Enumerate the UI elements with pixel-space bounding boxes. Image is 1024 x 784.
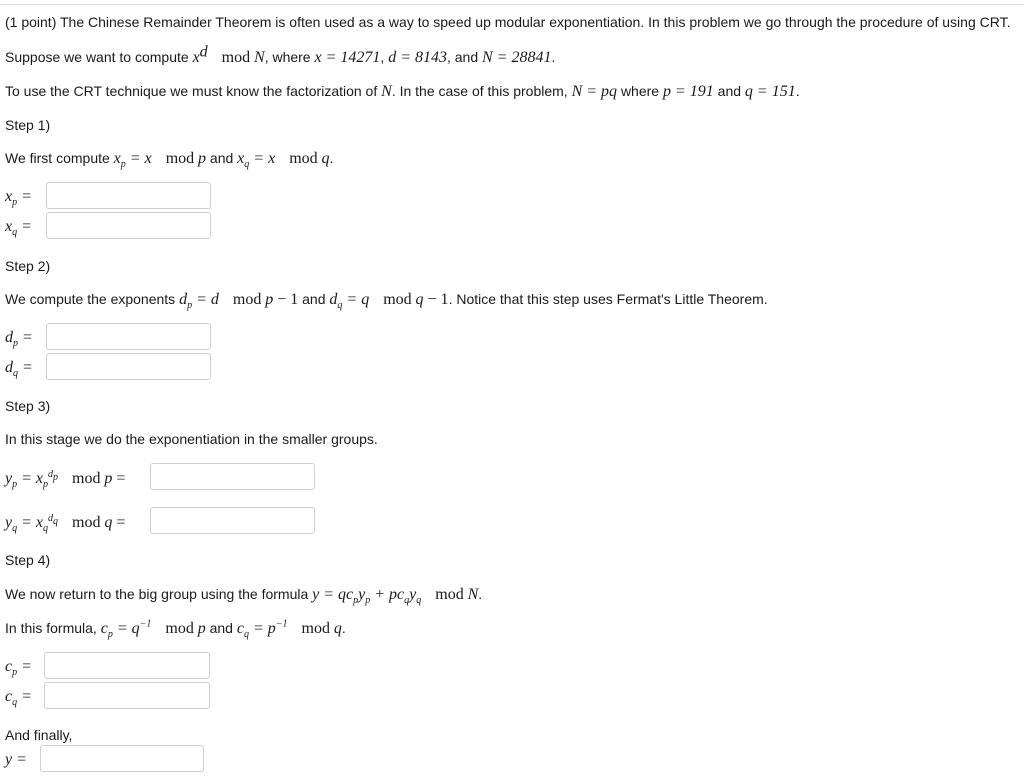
xq-input[interactable] <box>46 212 211 239</box>
q-value: q = 151 <box>744 83 796 100</box>
cp-input[interactable] <box>44 652 210 679</box>
y-label: y = <box>5 751 27 768</box>
factor-prefix: To use the CRT technique we must know the factorization of <box>5 83 378 99</box>
step4-text: We now return to the big group using the formula $y = qc_py_p + pc_qy_q$ mod N. <box>5 586 483 607</box>
expr-N: N <box>254 49 265 66</box>
factor-N: N <box>381 83 392 100</box>
final-text: And finally, <box>5 727 73 743</box>
yp-label: $y_p = x_p^{d_p}$ mod p = <box>5 468 126 491</box>
y-input[interactable] <box>40 745 204 772</box>
N-value: N = 28841 <box>482 49 552 66</box>
problem-statement: Suppose we want to compute $x^d$ mod N, where x = 14271, d = 8143, and N = 28841. <box>5 43 556 66</box>
x-value: x = 14271 <box>314 49 381 66</box>
intro-line <box>5 13 1010 31</box>
yq-label: $y_q = x_q^{d_q}$ mod q = <box>5 512 126 535</box>
cq-input[interactable] <box>44 682 210 709</box>
step4-and: and <box>209 620 233 636</box>
N-eq-pq: N = pq <box>571 83 618 100</box>
step4-text2: In this formula, $c_p = q^{-1}$ mod p and $c_q = p^{-1}$ mod q. <box>5 618 346 641</box>
step1-and: and <box>209 150 234 166</box>
step2-suffix: . Notice that this step uses Fermat's Little Theorem. <box>448 291 768 307</box>
points-label: (1 point) <box>5 14 57 30</box>
factorization-line <box>5 82 800 101</box>
dp-input[interactable] <box>46 323 211 350</box>
d-value: d = 8143 <box>388 49 447 66</box>
intro-text: The Chinese Remainder Theorem is often used as a way to speed up modular exponentiation. In this problem we go through the procedure of using CRT. <box>60 14 1011 30</box>
cp-label: $c_p$ = <box>5 658 32 679</box>
step2-and: and <box>302 291 326 307</box>
problem-prefix: Suppose we want to compute <box>5 49 189 65</box>
step4-prefix: We now return to the big group using the formula <box>5 586 309 602</box>
problem-and: , and <box>446 49 479 65</box>
yp-input[interactable] <box>150 463 315 490</box>
factor-mid: . In the case of this problem, <box>391 83 568 99</box>
xq-label: $x_q$ = <box>5 218 32 239</box>
p-value: p = 191 <box>662 83 714 100</box>
yq-input[interactable] <box>150 507 315 534</box>
step2-title: Step 2) <box>5 258 51 274</box>
step1-title: Step 1) <box>5 117 51 133</box>
factor-where: where <box>620 83 660 99</box>
step2-prefix: We compute the exponents <box>5 291 176 307</box>
dp-label: $d_p$ = <box>5 329 33 350</box>
factor-and: and <box>717 83 742 99</box>
xp-input[interactable] <box>46 182 211 209</box>
step4-text2-prefix: In this formula, <box>5 620 97 636</box>
step2-text: We compute the exponents $d_p = d$ mod p − 1 and $d_q = q$ mod q − 1. Notice that this step uses Fermat's Little Theorem. <box>5 291 768 312</box>
problem-end: . <box>551 49 556 65</box>
dq-input[interactable] <box>46 353 211 380</box>
expr-d: d <box>199 43 208 61</box>
step1-text: We first compute $x_p = x$ mod p and $x_q = x$ mod q. <box>5 150 334 171</box>
step4-title: Step 4) <box>5 552 51 568</box>
xp-label: $x_p$ = <box>5 188 32 209</box>
cq-label: $c_q$ = <box>5 688 32 709</box>
step3-title: Step 3) <box>5 398 51 414</box>
dq-label: $d_q$ = <box>5 359 33 380</box>
top-divider <box>0 4 1024 5</box>
step1-prefix: We first compute <box>5 150 110 166</box>
problem-where: , where <box>264 49 311 65</box>
expr-x: x <box>192 49 200 66</box>
mod-word: mod <box>221 49 251 66</box>
step3-text: In this stage we do the exponentiation in the smaller groups. <box>5 431 378 447</box>
factor-end: . <box>795 83 800 99</box>
